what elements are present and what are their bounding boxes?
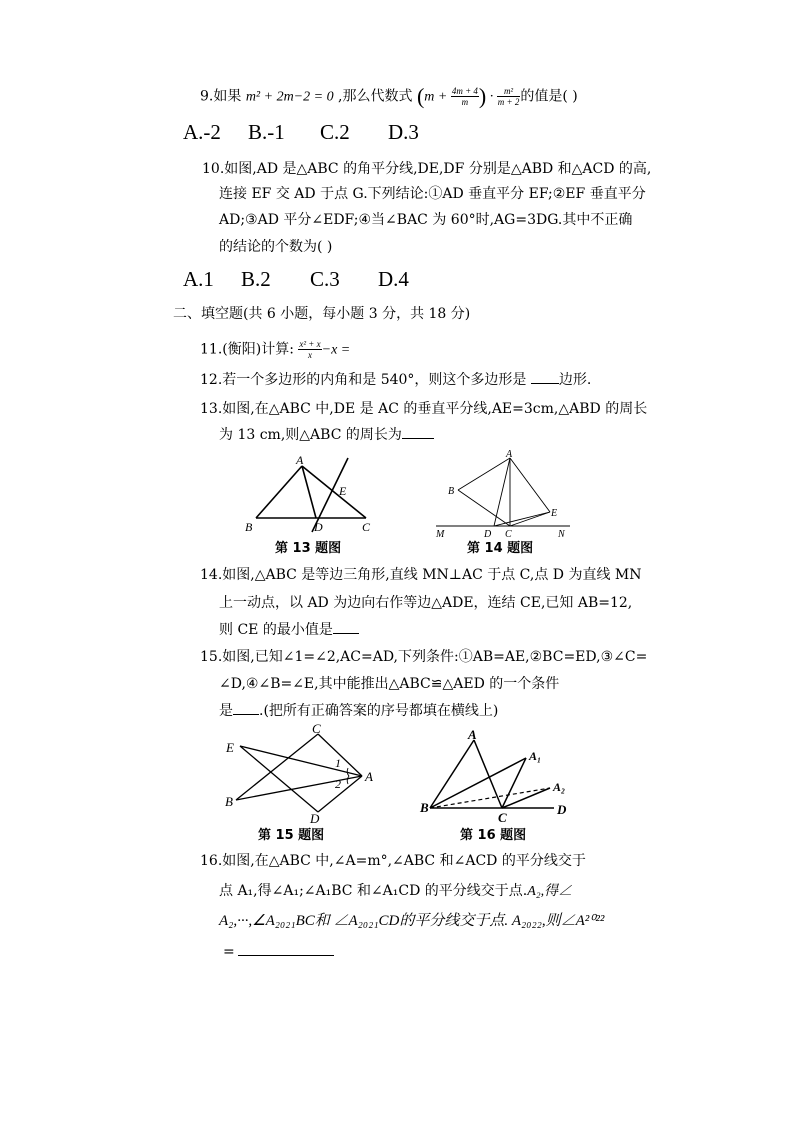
fig16-label-d: D [557,802,567,817]
q11-tail: −x = [321,342,351,358]
q9-option-d: D.3 [388,120,419,144]
q9-prefix: 9.如果 [200,88,242,105]
q14-line1: 14.如图,△ABC 是等边三角形,直线 MN⊥AC 于点 C,点 D 为直线 MN [200,567,642,583]
fig16-segment-ba [430,740,474,808]
q10-option-d: D.4 [378,267,409,291]
fig14-label-m: M [436,529,445,540]
fig15-segment-bc [236,734,318,800]
q16-line3: A₂,···,∠A₂₀₂₁BC和 ∠A₂₀₂₁CD的平分线交于点. A₂₀₂₂,则∠A²⁰²² [219,913,605,929]
q16-line4-text: = [223,944,235,960]
fig16-segment-ba1 [430,758,526,808]
q10-option-b: B.2 [241,267,271,291]
q12-before: 12.若一个多边形的内角和是 540°，则这个多边形是 [200,372,527,388]
q13-line2-text: 为 13 cm,则△ABC 的周长为 [219,427,402,443]
q12-answer-blank[interactable] [531,383,559,384]
q15-line2: ∠D,④∠B=∠E,其中能推出△ABC≌△AED 的一个条件 [219,676,560,692]
fig15-label-d: D [310,811,320,824]
fig13-segment-ac [302,466,366,518]
q10-line4: 的结论的个数为( ) [219,239,333,255]
fig14-label-n: N [558,529,565,540]
fig13-segment-ad [302,466,316,518]
q9-frac2-num: m² [497,86,521,97]
q16-line4 [223,943,334,961]
q9-frac1 [451,86,479,107]
fig13-label-d: D [314,520,323,534]
q9-frac1-num: 4m + 4 [451,86,478,96]
fig14-segment-ce [510,512,550,526]
fig14-segment-ab [458,458,510,490]
q9-frac1-den: m [461,97,469,107]
figure-14 [432,448,577,540]
q10-line3: AD;③AD 平分∠EDF;④当∠BAC 为 60°时,AG=3DG.其中不正确 [219,212,633,228]
q9-option-c: C.2 [320,120,350,144]
q16-line1: 16.如图,在△ABC 中,∠A=m°,∠ABC 和∠ACD 的平分线交于 [200,853,586,869]
q15-line3-after: .(把所有正确答案的序号都填在横线上) [259,703,499,719]
q9-suffix: 的值是( ) [520,88,578,105]
q16-line2-math: A₂,得∠ [527,884,573,899]
fig15-caption: 第 15 题图 [258,828,325,843]
fig13-segment-ab [256,466,302,518]
fig14-segment-de [494,512,550,526]
fig13-label-e: E [339,484,347,498]
q9-m: m [424,89,435,105]
q10-line2: 连接 EF 交 AD 于点 G.下列结论:①AD 垂直平分 EF;②EF 垂直平分 [219,186,646,202]
fig14-segment-bc [458,490,510,526]
fig14-label-b: B [448,486,455,497]
q15-line1: 15.如图,已知∠1=∠2,AC=AD,下列条件:①AB=AE,②BC=ED,③∠C= [200,649,648,665]
fig14-caption: 第 14 题图 [467,541,534,556]
q11-prefix: 11.(衡阳)计算: [200,341,294,358]
fig14-label-d: D [484,529,492,540]
q9-plus: + [434,89,451,105]
q9-equation: m² + 2m−2 = 0 [245,89,334,105]
q13-answer-blank[interactable] [402,438,434,439]
q16-line2 [219,882,572,901]
q14-answer-blank[interactable] [333,633,359,634]
section-2-heading: 二、填空题(共 6 小题，每小题 3 分，共 18 分) [173,306,471,322]
q14-line2: 上一动点，以 AD 为边向右作等边△ADE，连结 CE,已知 AB=12, [219,595,633,611]
fig14-segment-ae [510,458,550,512]
q9-paren-close: ) [478,83,487,109]
fig13-label-b: B [245,520,253,534]
q11-frac [298,339,321,360]
q9-option-b: B.-1 [248,120,285,144]
figure-15 [222,720,380,824]
q14-line3-text: 则 CE 的最小值是 [219,622,333,638]
fig14-label-e: E [551,508,558,519]
fig14-label-a: A [506,449,513,460]
fig13-label-c: C [362,520,371,534]
fig16-caption: 第 16 题图 [460,828,527,843]
q10-options [183,267,409,292]
q9-frac2-den: m + 2 [497,97,520,107]
q12-line [200,371,591,389]
q15-line3 [219,702,498,720]
figure-16 [418,728,580,824]
q9-option-a: A.-2 [183,120,221,144]
fig16-label-a: A [468,728,477,742]
q15-line3-before: 是 [219,703,233,719]
q15-answer-blank[interactable] [233,714,259,715]
fig16-label-b: B [420,800,429,815]
figure-13 [240,454,390,536]
q9-options [183,120,419,145]
fig15-label-b: B [225,794,233,809]
q13-line2 [219,426,434,444]
q9-mid: ,那么代数式 [338,88,413,105]
fig16-label-a1: A₁ [529,749,542,763]
fig16-label-a2: A₂ [553,780,566,794]
fig15-label-c: C [312,721,321,736]
q13-line1: 13.如图,在△ABC 中,DE 是 AC 的垂直平分线,AE=3cm,△ABD 的周长 [200,401,648,417]
q9-frac2 [497,86,521,107]
fig16-segment-ca2 [502,788,550,808]
fig14-segment-ad [494,458,510,526]
q12-after: 边形. [558,372,592,388]
q9-dot: · [486,89,497,105]
fig15-label-2: 2 [335,777,341,791]
q11-frac-den: x [307,350,312,360]
q16-answer-blank[interactable] [238,955,334,956]
q14-line3 [219,621,359,639]
fig14-label-c: C [505,529,512,540]
fig13-caption: 第 13 题图 [275,541,342,556]
fig15-label-e: E [226,740,234,755]
q16-line2-text: 点 A₁,得∠A₁;∠A₁BC 和∠A₁CD 的平分线交于点. [219,883,528,899]
q9-line [200,83,578,109]
q10-option-a: A.1 [183,267,214,291]
fig16-segment-ca1 [502,758,526,808]
fig13-label-a: A [296,454,304,467]
q10-option-c: C.3 [310,267,340,291]
fig15-label-1: 1 [335,756,341,770]
q11-frac-num: x² + x [299,339,321,349]
q10-line1: 10.如图,AD 是△ABC 的角平分线,DE,DF 分别是△ABD 和△ACD 的高, [202,161,652,177]
fig15-angle2-arc [347,776,349,784]
q11-line [200,339,350,360]
fig15-label-a: A [365,769,373,784]
q9-paren-open: ( [416,83,425,109]
fig16-label-c: C [498,810,507,824]
